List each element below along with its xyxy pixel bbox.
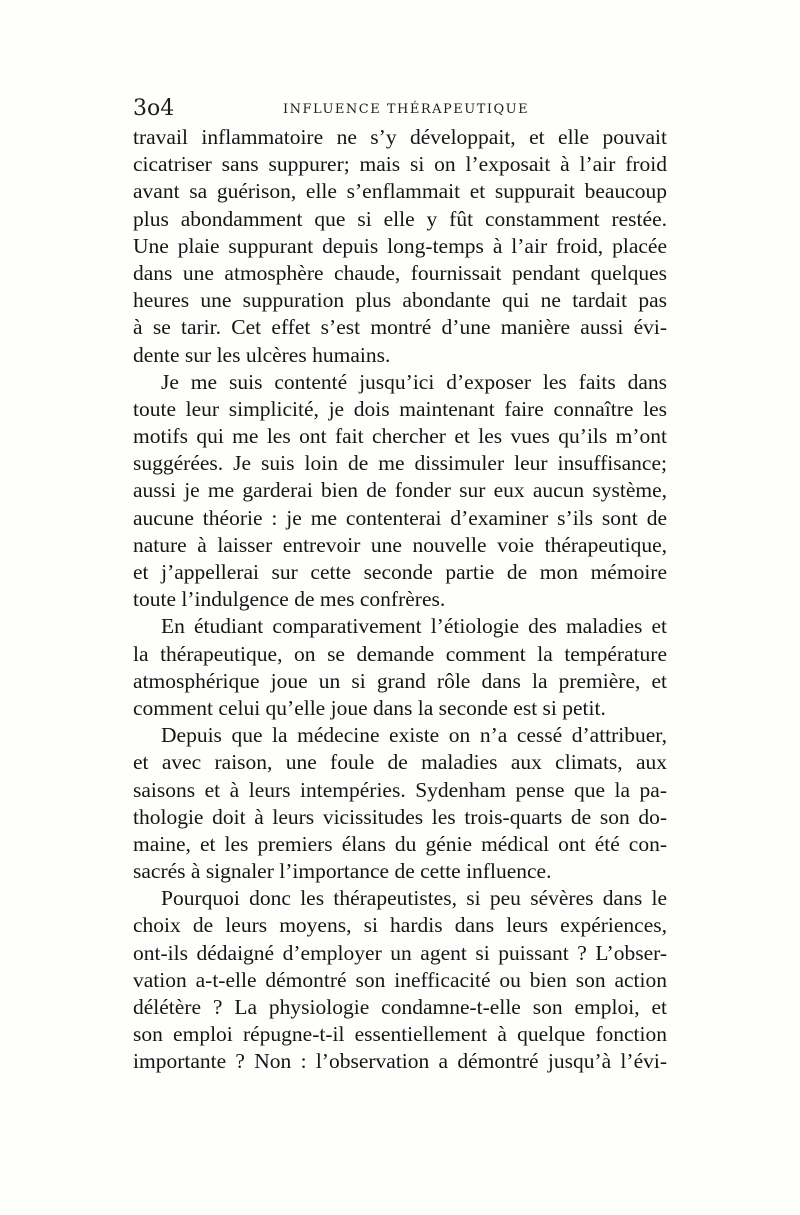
text-line: cicatriser sans suppurer; mais si on l’exposait à l’air froid	[133, 152, 667, 177]
text-line: vation a-t-elle démontré son inefficacité ou bien son action	[133, 967, 667, 992]
text-line: et avec raison, une foule de maladies aux climats, aux	[133, 750, 667, 775]
text-line: atmosphérique joue un si grand rôle dans la première, et	[133, 668, 667, 693]
text-line: dans une atmosphère chaude, fournissait pendant quelques	[133, 260, 667, 285]
paragraph-end-line: comment celui qu’elle joue dans la seconde est si petit.	[133, 695, 606, 720]
text-line: avant sa guérison, elle s’enflammait et suppurait beaucoup	[133, 179, 667, 204]
text-line: suggérées. Je suis loin de me dissimuler leur insuffisance;	[133, 451, 667, 476]
text-line: aucune théorie : je me contenterai d’examiner s’ils sont de	[133, 505, 667, 530]
text-line: motifs qui me les ont fait chercher et les vues qu’ils m’ont	[133, 424, 667, 449]
body-text	[133, 124, 667, 1076]
text-line: à se tarir. Cet effet s’est montré d’une manière aussi évi-	[133, 315, 667, 340]
text-line: importante ? Non : l’observation a démontré jusqu’à l’évi-	[133, 1049, 667, 1074]
text-line: délétère ? La physiologie condamne-t-elle son emploi, et	[133, 995, 667, 1019]
text-line: choix de leurs moyens, si hardis dans leurs expériences,	[133, 913, 667, 938]
text-line: thologie doit à leurs vicissitudes les trois-quarts de son do-	[133, 804, 667, 829]
paragraph-end-line: toute l’indulgence de mes confrères.	[133, 587, 446, 612]
text-line: et j’appellerai sur cette seconde partie de mon mémoire	[133, 560, 667, 584]
text-line: travail inflammatoire ne s’y développait, et elle pouvait	[133, 125, 667, 149]
paragraph-start-line: Je me suis contenté jusqu’ici d’exposer les faits dans	[161, 369, 667, 394]
text-line: aussi je me garderai bien de fonder sur eux aucun système,	[133, 478, 667, 503]
page-header	[133, 94, 667, 124]
text-line: toute leur simplicité, je dois maintenant faire connaître les	[133, 396, 667, 421]
text-line: plus abondamment que si elle y fût constamment restée.	[133, 206, 667, 231]
text-line: nature à laisser entrevoir une nouvelle voie thérapeutique,	[133, 532, 667, 557]
paragraph-start-line: En étudiant comparativement l’étiologie des maladies et	[161, 614, 667, 639]
paragraph-start-line: Depuis que la médecine existe on n’a cessé d’attribuer,	[161, 723, 667, 748]
page-number: 3o4	[133, 96, 175, 121]
text-line: ont-ils dédaigné d’employer un agent si puissant ? L’obser-	[133, 940, 667, 965]
paragraph-end-line: dente sur les ulcères humains.	[133, 342, 391, 367]
paragraph-end-line: sacrés à signaler l’importance de cette influence.	[133, 859, 552, 884]
text-line: la thérapeutique, on se demande comment la température	[133, 641, 667, 666]
paragraph-start-line: Pourquoi donc les thérapeutistes, si peu sévères dans le	[161, 886, 667, 911]
text-line: maine, et les premiers élans du génie médical ont été con-	[133, 831, 667, 856]
running-head: INFLUENCE THÉRAPEUTIQUE	[283, 102, 530, 117]
text-line: saisons et à leurs intempéries. Sydenham pense que la pa-	[133, 777, 667, 802]
text-line: Une plaie suppurant depuis long-temps à l’air froid, placée	[133, 233, 667, 258]
text-line: son emploi répugne-t-il essentiellement à quelque fonction	[133, 1022, 667, 1047]
text-line: heures une suppuration plus abondante qui ne tardait pas	[133, 288, 667, 313]
